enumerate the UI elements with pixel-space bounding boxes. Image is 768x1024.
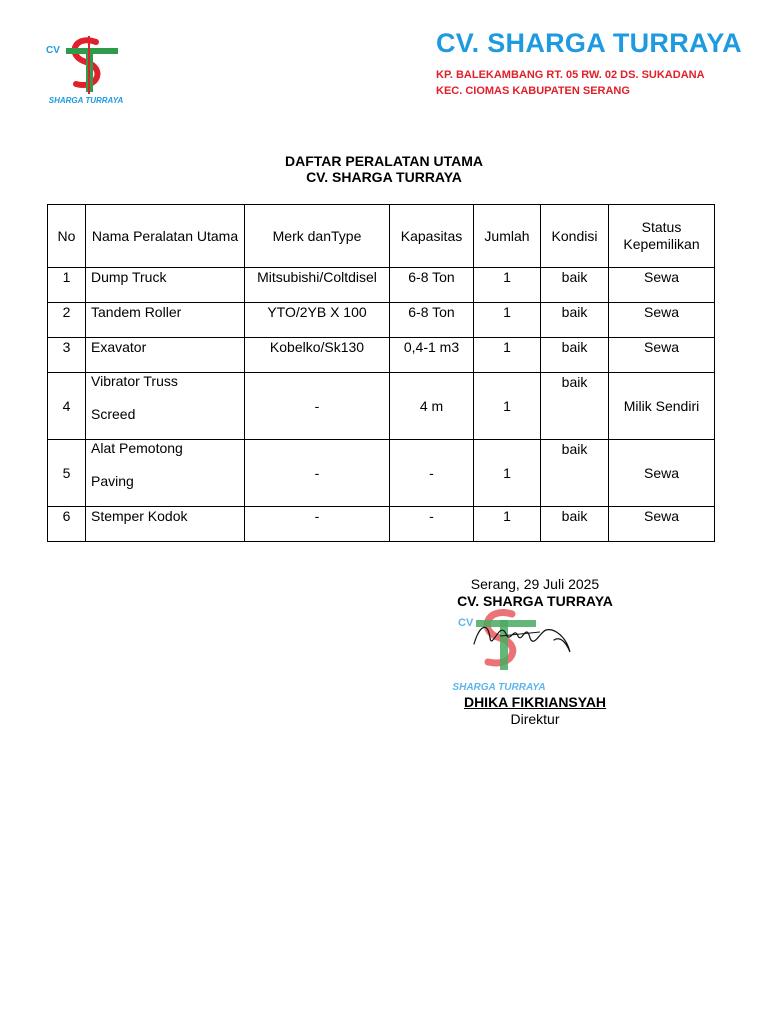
stamp-prefix: CV [458,617,474,629]
cell-condition: baik [541,507,609,542]
address-line-1: KP. BALEKAMBANG RT. 05 RW. 02 DS. SUKADANA [436,69,705,81]
cell-condition: baik [541,303,609,338]
signatory-name: DHIKA FIKRIANSYAH [463,694,607,710]
stamp-text: SHARGA TURRAYA [452,682,546,693]
cell-condition: baik [541,373,609,440]
cell-qty: 1 [474,373,541,440]
header-cell: Merk danType [245,205,390,268]
logo-text: SHARGA TURRAYA [48,96,124,105]
cell-brand: YTO/2YB X 100 [245,303,390,338]
cell-no: 1 [48,268,86,303]
document-title: DAFTAR PERALATAN UTAMA [284,153,484,169]
cell-brand: Kobelko/Sk130 [245,338,390,373]
cell-name [86,440,245,507]
table-row [48,373,715,440]
cell-name-line1: Vibrator Truss [91,373,178,389]
table-row [48,303,715,338]
cell-condition: baik [541,268,609,303]
cell-capacity: 0,4-1 m3 [390,338,474,373]
cell-no: 2 [48,303,86,338]
cell-status: Sewa [609,338,715,373]
cell-brand: - [245,373,390,440]
cell-name [86,373,245,440]
cell-brand: Mitsubishi/Coltdisel [245,268,390,303]
table-row [48,268,715,303]
cell-brand: - [245,440,390,507]
cell-capacity: 6-8 Ton [390,268,474,303]
signatory-position: Direktur [510,711,560,727]
handwritten-signature [470,614,580,662]
cell-brand: - [245,507,390,542]
cell-no: 6 [48,507,86,542]
cell-capacity: - [390,440,474,507]
table-header-row [48,205,715,268]
table-row [48,507,715,542]
cell-status: Sewa [609,303,715,338]
equipment-table [47,204,715,542]
header-cell: Kapasitas [390,205,474,268]
cell-qty: 1 [474,303,541,338]
cell-qty: 1 [474,440,541,507]
cell-status: Sewa [609,268,715,303]
cell-name-line2: Screed [91,406,136,422]
place-date: Serang, 29 Juli 2025 [470,576,600,592]
cell-name-line1: Alat Pemotong [91,440,183,456]
cell-name: Stemper Kodok [86,507,245,542]
cell-status: Milik Sendiri [609,373,715,440]
header-cell: No [48,205,86,268]
cell-qty: 1 [474,268,541,303]
cell-qty: 1 [474,507,541,542]
header-cell: Nama Peralatan Utama [86,205,245,268]
header-cell: Kondisi [541,205,609,268]
cell-capacity: 4 m [390,373,474,440]
cell-name: Tandem Roller [86,303,245,338]
address-line-2: KEC. CIOMAS KABUPATEN SERANG [436,85,630,97]
signature-company: CV. SHARGA TURRAYA [457,593,613,609]
cell-status: Sewa [609,507,715,542]
company-name: CV. SHARGA TURRAYA [436,28,742,58]
cell-name: Exavator [86,338,245,373]
document-subtitle: CV. SHARGA TURRAYA [306,169,462,185]
cell-qty: 1 [474,338,541,373]
cell-name-line2: Paving [91,473,134,489]
header-cell: Jumlah [474,205,541,268]
cell-condition: baik [541,440,609,507]
cell-condition: baik [541,338,609,373]
table-row [48,440,715,507]
company-logo [36,28,136,108]
cell-status: Sewa [609,440,715,507]
cell-capacity: 6-8 Ton [390,303,474,338]
cell-capacity: - [390,507,474,542]
table-row [48,338,715,373]
cell-name: Dump Truck [86,268,245,303]
cell-no: 3 [48,338,86,373]
header-cell: Status Kepemilikan [609,205,715,268]
logo-prefix: CV [46,45,60,56]
cell-no: 4 [48,373,86,440]
cell-no: 5 [48,440,86,507]
